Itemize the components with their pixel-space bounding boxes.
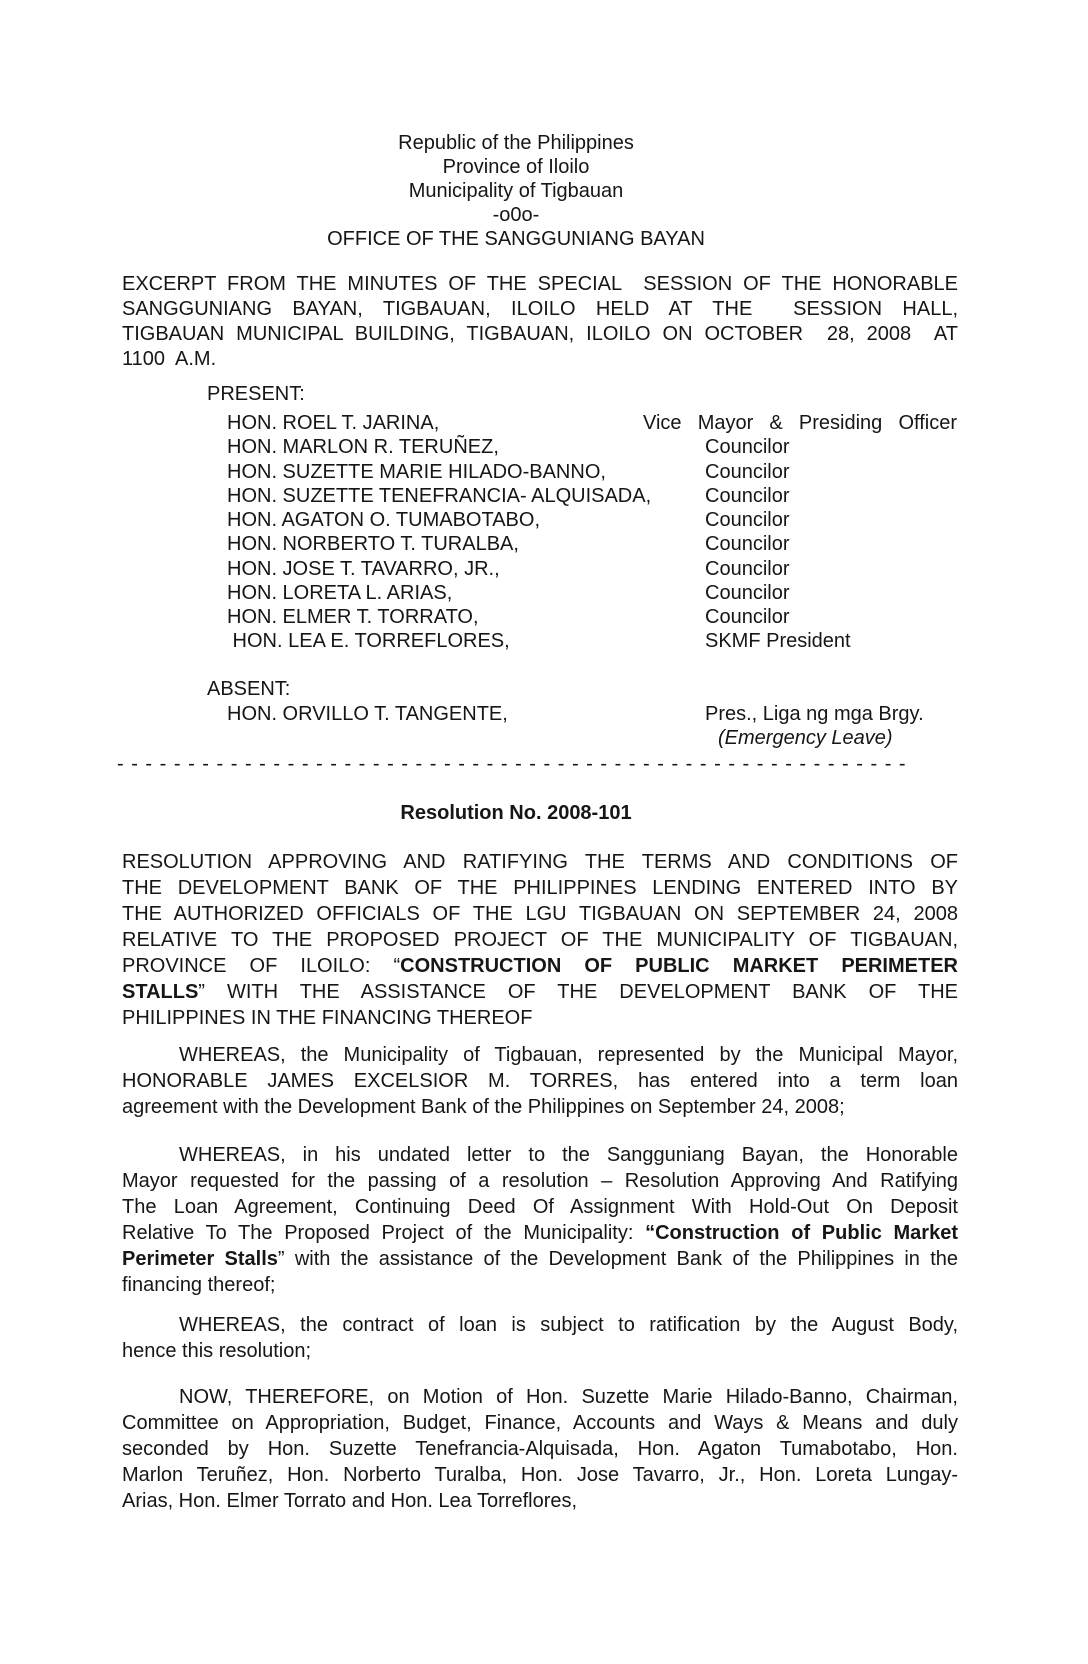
absent-roster — [227, 702, 967, 750]
member-name: HON. AGATON O. TUMABOTABO, — [227, 509, 541, 531]
member-title: Councilor — [705, 509, 790, 531]
absence-note: (Emergency Leave) — [718, 727, 893, 749]
text-line — [122, 1246, 958, 1272]
text-line: SANGGUNIANG BAYAN, TIGBAUAN, ILOILO HELD AT THE SESSION HALL, — [122, 298, 958, 320]
member-title: Councilor — [705, 533, 790, 556]
member-name: HON. JOSE T. TAVARRO, JR., — [227, 557, 500, 580]
text-line: hence this resolution; — [122, 1340, 312, 1362]
text-line: RESOLUTION APPROVING AND RATIFYING THE TERMS AND CONDITIONS OF — [122, 851, 958, 873]
member-title: Councilor — [705, 460, 790, 483]
member-title: Pres., Liga ng mga Brgy. — [705, 703, 924, 725]
text-line: HONORABLE JAMES EXCELSIOR M. TORRES, has entered into a term loan — [122, 1070, 958, 1092]
text-line: Province of Iloilo — [442, 156, 590, 178]
text-line: NOW, THEREFORE, on Motion of Hon. Suzette Marie Hilado-Banno, Chairman, — [179, 1386, 958, 1408]
text-line: WHEREAS, the Municipality of Tigbauan, represented by the Municipal Mayor, — [179, 1044, 958, 1066]
member-name: HON. MARLON R. TERUÑEZ, — [227, 436, 499, 459]
text-segment: PROVINCE OF ILOILO: “ — [122, 955, 401, 977]
member-name: HON. NORBERTO T. TURALBA, — [227, 533, 519, 556]
now-therefore-paragraph — [122, 1384, 958, 1514]
whereas-paragraph-1 — [122, 1042, 958, 1120]
roster-row — [227, 532, 967, 556]
text-line: THE AUTHORIZED OFFICIALS OF THE LGU TIGBAUAN ON SEPTEMBER 24, 2008 — [122, 903, 958, 925]
roster-row — [227, 508, 967, 532]
roster-row — [227, 581, 967, 605]
text-line — [122, 953, 958, 979]
text-line: RELATIVE TO THE PROPOSED PROJECT OF THE MUNICIPALITY OF TIGBAUAN, — [122, 929, 958, 951]
member-title: SKMF President — [705, 630, 851, 653]
roster-row — [227, 557, 967, 581]
bold-text-segment: STALLS — [122, 981, 199, 1003]
member-title: Councilor — [705, 606, 790, 628]
text-line: OFFICE OF THE SANGGUNIANG BAYAN — [327, 228, 705, 250]
roster-row — [227, 484, 967, 508]
member-name: HON. ORVILLO T. TANGENTE, — [227, 703, 508, 725]
member-title: Vice Mayor & Presiding Officer — [643, 412, 957, 434]
text-line: Committee on Appropriation, Budget, Finance, Accounts and Ways & Means and duly — [122, 1412, 958, 1434]
present-label: PRESENT: — [207, 383, 305, 405]
bold-text-segment: CONSTRUCTION OF PUBLIC MARKET PERIMETER — [400, 955, 958, 977]
text-line: WHEREAS, in his undated letter to the Sangguniang Bayan, the Honorable — [179, 1144, 958, 1166]
text-line: Republic of the Philippines — [398, 132, 634, 154]
bold-text-segment: Perimeter Stalls — [122, 1248, 278, 1270]
member-title: Councilor — [705, 581, 790, 604]
member-name: HON. ROEL T. JARINA, — [227, 412, 440, 434]
text-line: THE DEVELOPMENT BANK OF THE PHILIPPINES LENDING ENTERED INTO BY — [122, 877, 958, 899]
roster-row — [227, 435, 967, 459]
resolution-number: Resolution No. 2008-101 — [400, 802, 632, 824]
resolution-title-paragraph — [122, 849, 958, 1031]
absent-label: ABSENT: — [207, 678, 291, 700]
text-line: seconded by Hon. Suzette Tenefrancia-Alquisada, Hon. Agaton Tumabotabo, Hon. — [122, 1438, 958, 1460]
text-line — [122, 1220, 958, 1246]
whereas-paragraph-3 — [122, 1312, 958, 1364]
text-line: Mayor requested for the passing of a resolution – Resolution Approving And Ratifying — [122, 1170, 958, 1192]
present-roster — [227, 411, 967, 654]
roster-row — [227, 605, 967, 629]
member-title: Councilor — [705, 557, 790, 580]
dashed-separator: - - - - - - - - - - - - - - - - - - - - - - - - - - - - - - - - - - - - - - - - - - - - - - - - - - - - - - - - — [117, 753, 914, 775]
text-segment: ” WITH THE ASSISTANCE OF THE DEVELOPMENT BANK OF THE — [198, 981, 958, 1003]
member-name: HON. SUZETTE MARIE HILADO-BANNO, — [227, 460, 606, 483]
text-line: WHEREAS, the contract of loan is subject to ratification by the August Body, — [179, 1314, 958, 1336]
text-line — [122, 979, 958, 1005]
whereas-paragraph-2 — [122, 1142, 958, 1298]
text-line: financing thereof; — [122, 1274, 276, 1296]
text-line: Municipality of Tigbauan — [408, 180, 624, 202]
text-line: EXCERPT FROM THE MINUTES OF THE SPECIAL SESSION OF THE HONORABLE — [122, 273, 958, 295]
text-segment: Relative To The Proposed Project of the Municipality: — [122, 1222, 646, 1244]
roster-row — [227, 460, 967, 484]
bold-text-segment: “Construction of Public Market — [645, 1222, 958, 1244]
member-title: Councilor — [705, 484, 790, 507]
member-name: HON. LORETA L. ARIAS, — [227, 581, 453, 604]
member-name: HON. LEA E. TORREFLORES, — [227, 630, 510, 653]
member-title: Councilor — [705, 436, 790, 459]
text-line: The Loan Agreement, Continuing Deed Of Assignment With Hold-Out On Deposit — [122, 1196, 958, 1218]
text-line: -o0o- — [492, 204, 540, 226]
member-name: HON. ELMER T. TORRATO, — [227, 606, 479, 628]
text-line: Arias, Hon. Elmer Torrato and Hon. Lea Torreflores, — [122, 1490, 578, 1512]
member-name: HON. SUZETTE TENEFRANCIA- ALQUISADA, — [227, 484, 652, 507]
roster-row — [227, 702, 967, 750]
text-line: PHILIPPINES IN THE FINANCING THEREOF — [122, 1007, 533, 1029]
roster-row — [227, 411, 967, 435]
text-line: Marlon Teruñez, Hon. Norberto Turalba, Hon. Jose Tavarro, Jr., Hon. Loreta Lungay- — [122, 1464, 958, 1486]
text-line: agreement with the Development Bank of the Philippines on September 24, 2008; — [122, 1096, 845, 1118]
text-segment: ” with the assistance of the Development Bank of the Philippines in the — [277, 1248, 958, 1270]
roster-row — [227, 629, 967, 653]
excerpt-paragraph — [122, 272, 958, 372]
text-line: 1100 A.M. — [122, 348, 217, 370]
text-line: TIGBAUAN MUNICIPAL BUILDING, TIGBAUAN, ILOILO ON OCTOBER 28, 2008 AT — [122, 323, 958, 345]
document-header — [122, 131, 910, 251]
